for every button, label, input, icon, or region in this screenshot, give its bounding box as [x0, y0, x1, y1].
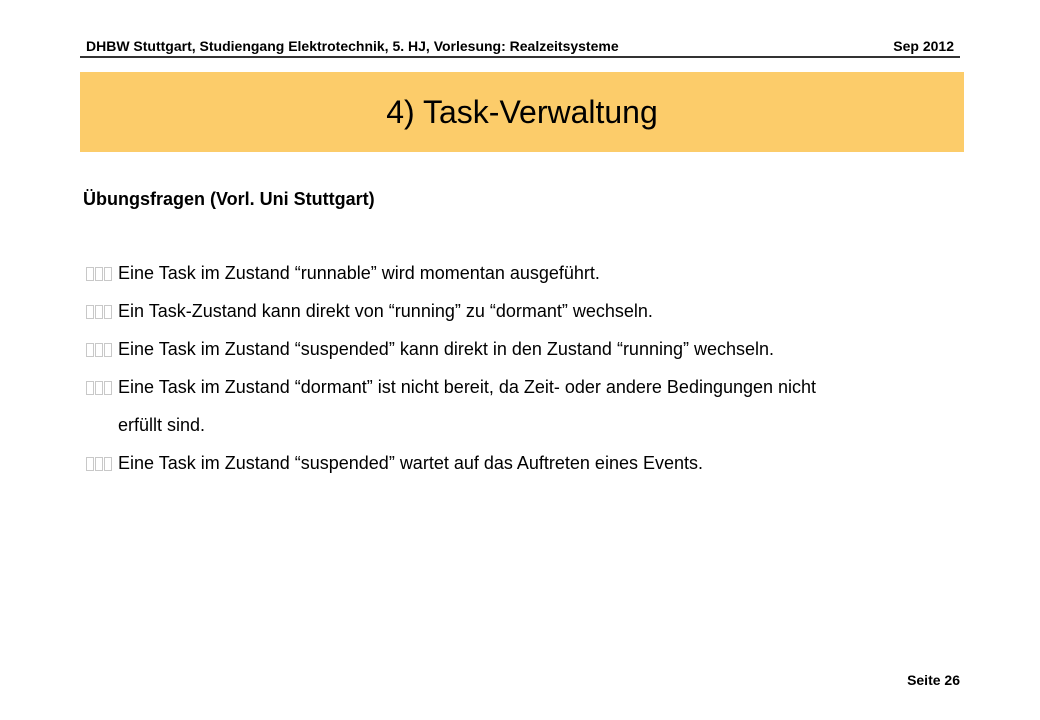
missing-glyph-icon: [95, 381, 103, 395]
question-text: Eine Task im Zustand “suspended” wartet auf das Auftreten eines Events.: [118, 453, 703, 473]
missing-glyph-icon: [86, 267, 94, 281]
question-text: Eine Task im Zustand “suspended” kann direkt in den Zustand “running” wechseln.: [118, 339, 775, 359]
missing-glyph-icon: [95, 457, 103, 471]
section-subtitle: Übungsfragen (Vorl. Uni Stuttgart): [83, 189, 375, 209]
missing-glyph-icon: [95, 343, 103, 357]
header-date: Sep 2012: [893, 38, 954, 54]
missing-glyph-icon: [104, 457, 112, 471]
missing-glyph-icon: [104, 343, 112, 357]
missing-glyph-icon: [104, 305, 112, 319]
title-band: [80, 72, 964, 152]
missing-glyph-icon: [86, 305, 94, 319]
missing-glyph-icon: [95, 305, 103, 319]
question-item: [86, 444, 966, 482]
question-item: [86, 368, 966, 444]
question-text: Eine Task im Zustand “runnable” wird momentan ausgeführt.: [118, 263, 600, 283]
question-item: [86, 330, 966, 368]
missing-glyph-icon: [104, 381, 112, 395]
missing-glyph-icon: [86, 343, 94, 357]
missing-glyph-icon: [95, 267, 103, 281]
missing-glyph-icon: [86, 457, 94, 471]
slide-title: 4) Task-Verwaltung: [386, 94, 658, 130]
page-number: Seite 26: [907, 672, 960, 688]
question-item: [86, 254, 966, 292]
question-text: Eine Task im Zustand “dormant” ist nicht bereit, da Zeit- oder andere Bedingungen nicht: [118, 377, 817, 397]
question-text-continuation: erfüllt sind.: [118, 415, 206, 435]
question-item: [86, 292, 966, 330]
course-info: DHBW Stuttgart, Studiengang Elektrotechnik, 5. HJ, Vorlesung: Realzeitsysteme: [86, 38, 619, 54]
missing-glyph-icon: [86, 381, 94, 395]
missing-glyph-icon: [104, 267, 112, 281]
question-text: Ein Task-Zustand kann direkt von “running” zu “dormant” wechseln.: [118, 301, 653, 321]
question-list: [86, 254, 966, 482]
slide-header: [80, 36, 960, 58]
